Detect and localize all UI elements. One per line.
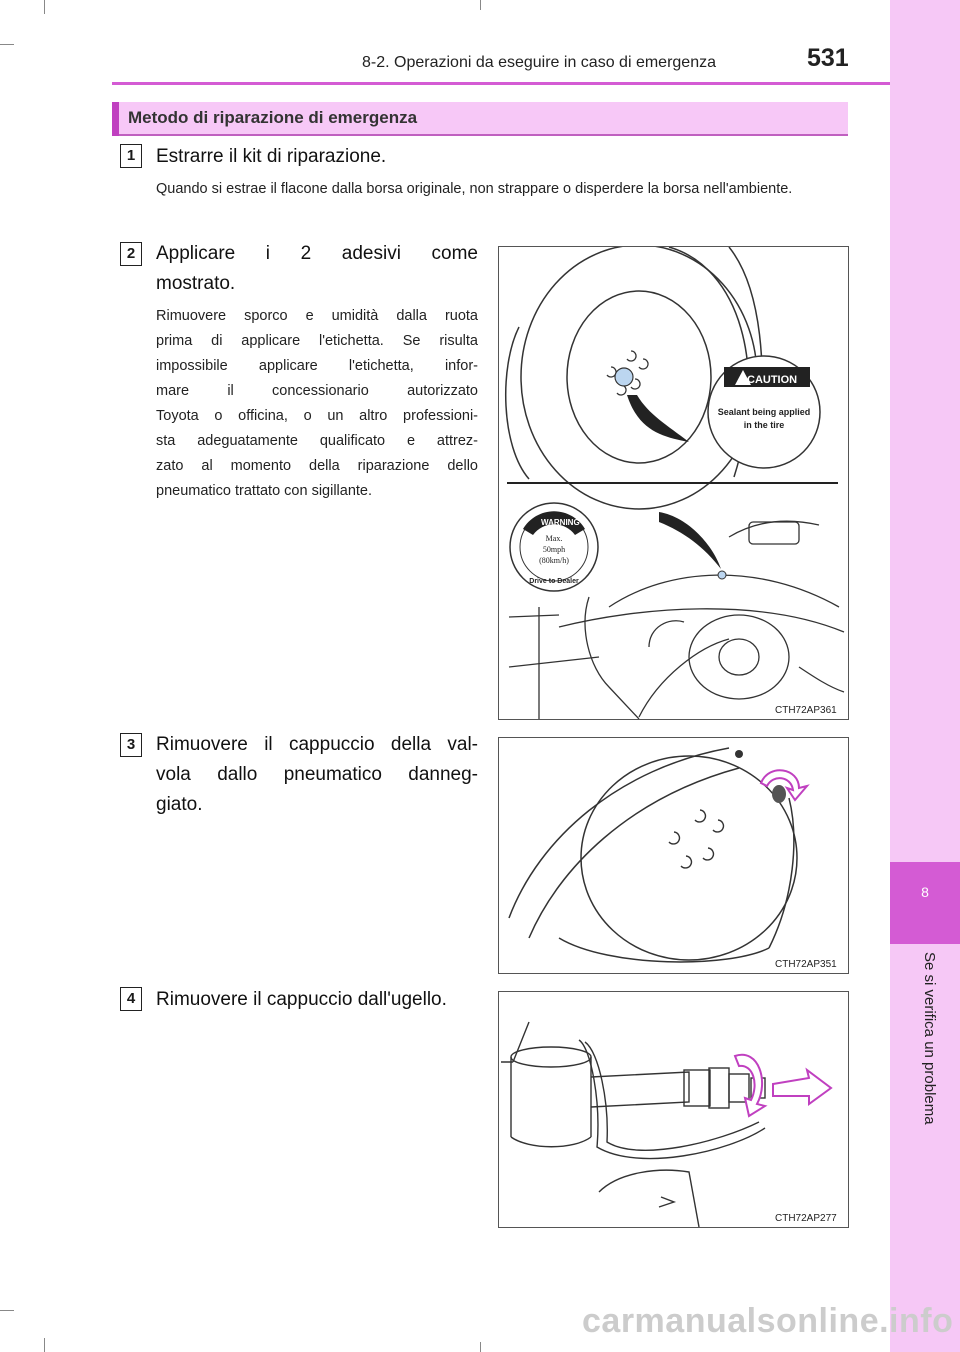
- crop-mark: [480, 0, 481, 10]
- warning-footer: Drive to Dealer: [529, 578, 579, 585]
- step-2-note-line: sta adeguatamente qualificato e attrez-: [156, 433, 478, 449]
- caution-line-2: in the tire: [743, 420, 785, 430]
- section-heading-bar: [112, 102, 119, 136]
- chapter-side-tab: [890, 0, 960, 1352]
- caution-line-1: Sealant being applied: [717, 407, 811, 417]
- caution-heading: CAUTION: [747, 374, 798, 386]
- figure-code: CTH72AP277: [775, 1213, 837, 1224]
- warning-line-1: Max.: [545, 534, 563, 543]
- figure-code: CTH72AP361: [775, 705, 837, 716]
- step-2-note-line: impossibile applicare l'etichetta, infor-: [156, 358, 478, 374]
- step-2-text: [156, 239, 478, 299]
- step-number-3: 3: [120, 733, 142, 757]
- section-heading: [112, 102, 848, 136]
- chapter-number: 8: [890, 862, 960, 944]
- step-2-note-line: mare il concessionario autorizzato: [156, 383, 478, 399]
- header-rule: [112, 82, 890, 85]
- step-3-text: [156, 730, 478, 820]
- crop-mark: [480, 1342, 481, 1352]
- step-2-note-line: zato al momento della riparazione dello: [156, 458, 478, 474]
- step-4-text: Rimuovere il cappuccio dall'ugello.: [156, 989, 447, 1010]
- watermark: carmanualsonline.info: [582, 1302, 954, 1340]
- sticker-illustration: [499, 247, 848, 719]
- page-number: 531: [807, 44, 849, 72]
- crop-mark: [44, 0, 45, 14]
- nozzle-cap-illustration: [499, 992, 848, 1227]
- step-number-2: 2: [120, 242, 142, 266]
- step-1-text: Estrarre il kit di riparazione.: [156, 146, 387, 167]
- step-2-note: [156, 304, 478, 504]
- warning-line-3: (80km/h): [539, 556, 569, 565]
- step-2-note-line: prima di applicare l'etichetta. Se risulta: [156, 333, 478, 349]
- step-2-text-line: Applicare i 2 adesivi come: [156, 243, 478, 264]
- running-header: 8-2. Operazioni da eseguire in caso di emergenza: [362, 54, 716, 71]
- warning-line-2: 50mph: [542, 545, 566, 554]
- crop-mark: [0, 44, 14, 45]
- step-2-text-line: mostrato.: [156, 273, 236, 294]
- step-number-4: 4: [120, 987, 142, 1011]
- step-3-text-line: Rimuovere il cappuccio della val-: [156, 734, 478, 755]
- step-1-note: Quando si estrae il flacone dalla borsa originale, non strappare o disperdere la borsa nell'ambiente.: [156, 181, 793, 197]
- warning-sticker: [510, 503, 598, 591]
- figure-valve-cap: [498, 737, 849, 974]
- figure-nozzle-cap: [498, 991, 849, 1228]
- figure-sticker-placement: [498, 246, 849, 720]
- crop-mark: [44, 1338, 45, 1352]
- step-2-note-line: Toyota o officina, o un altro professioni-: [156, 408, 478, 424]
- crop-mark: [0, 1310, 14, 1311]
- step-number-1: 1: [120, 144, 142, 168]
- valve-cap-illustration: [499, 738, 848, 973]
- figure-code: CTH72AP351: [775, 959, 837, 970]
- section-heading-title: Metodo di riparazione di emergenza: [128, 108, 418, 127]
- warning-heading: WARNING: [541, 518, 580, 527]
- step-2-note-line: Rimuovere sporco e umidità dalla ruota: [156, 308, 478, 324]
- step-2-note-line: pneumatico trattato con sigillante.: [156, 483, 373, 499]
- chapter-title: Se si verifica un problema: [921, 952, 938, 1125]
- step-3-text-line: vola dallo pneumatico danneg-: [156, 764, 478, 785]
- step-3-text-line: giato.: [156, 794, 203, 815]
- caution-sticker: [708, 356, 820, 468]
- lug-nuts: [669, 810, 723, 868]
